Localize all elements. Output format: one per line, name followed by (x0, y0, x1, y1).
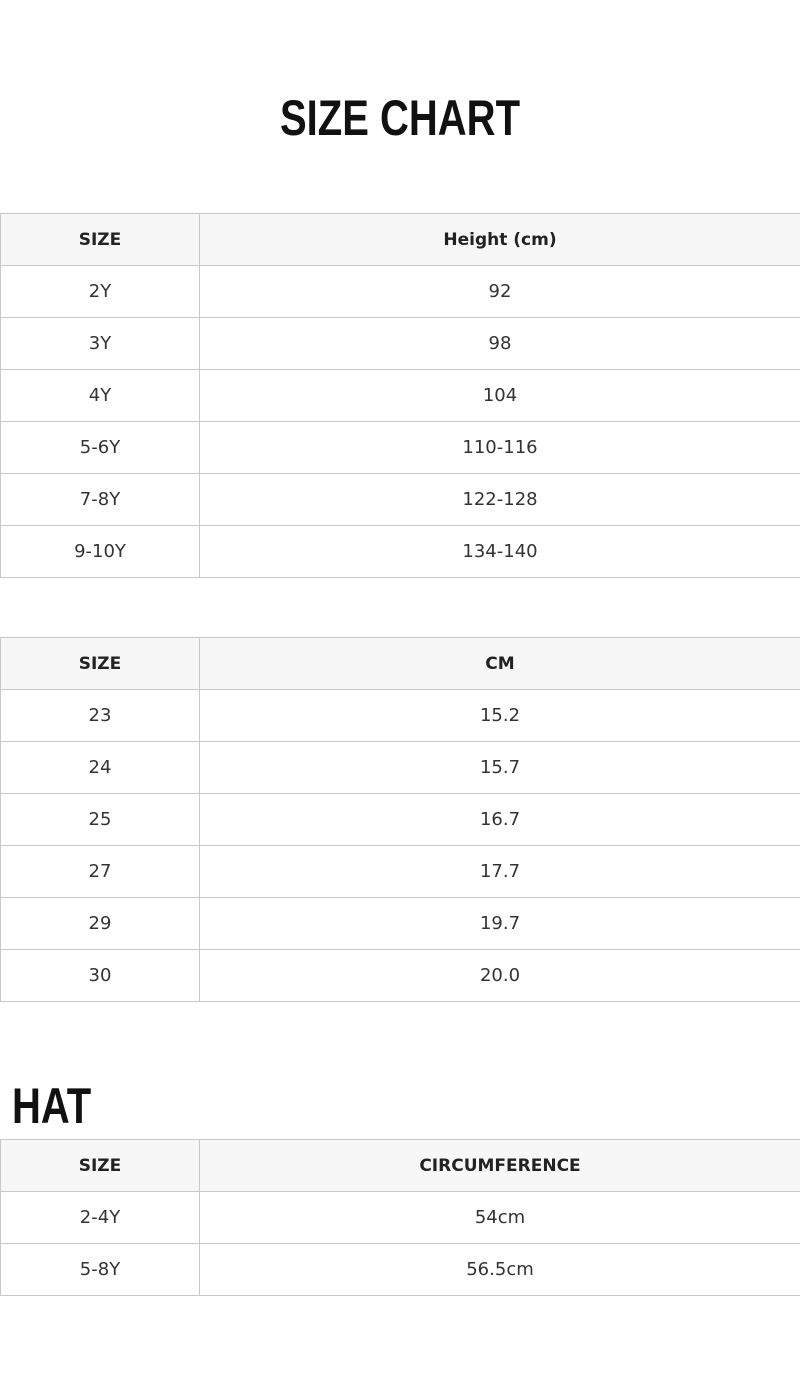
table-header-row (1, 1140, 800, 1192)
size-cell: 25 (1, 794, 200, 846)
table-row (1, 370, 800, 422)
size-cell: 3Y (1, 318, 200, 370)
size-cell: 5-6Y (1, 422, 200, 474)
table-row (1, 898, 800, 950)
size-column-header: SIZE (1, 1140, 200, 1192)
cm-cell: 16.7 (200, 794, 800, 846)
hat-size-table (0, 1139, 800, 1296)
size-cell: 4Y (1, 370, 200, 422)
size-column-header: SIZE (1, 214, 200, 266)
size-cell: 7-8Y (1, 474, 200, 526)
size-cell: 9-10Y (1, 526, 200, 578)
table-row (1, 1192, 800, 1244)
cm-cell: 19.7 (200, 898, 800, 950)
cm-cell: 17.7 (200, 846, 800, 898)
height-cell: 104 (200, 370, 800, 422)
size-cell: 30 (1, 950, 200, 1002)
table-header-row (1, 638, 800, 690)
height-column-header: Height (cm) (200, 214, 800, 266)
cm-column-header: CM (200, 638, 800, 690)
table-row (1, 690, 800, 742)
table-row (1, 266, 800, 318)
page-title: SIZE CHART (280, 90, 520, 146)
height-size-table (0, 213, 800, 578)
size-cell: 24 (1, 742, 200, 794)
table-row (1, 526, 800, 578)
table-row (1, 794, 800, 846)
table-row (1, 846, 800, 898)
table-row (1, 318, 800, 370)
circumference-cell: 54cm (200, 1192, 800, 1244)
table-header-row (1, 214, 800, 266)
size-cell: 5-8Y (1, 1244, 200, 1296)
size-cell: 29 (1, 898, 200, 950)
size-cell: 2Y (1, 266, 200, 318)
cm-cell: 20.0 (200, 950, 800, 1002)
height-cell: 110-116 (200, 422, 800, 474)
height-cell: 98 (200, 318, 800, 370)
table-row (1, 950, 800, 1002)
size-cell: 27 (1, 846, 200, 898)
cm-cell: 15.7 (200, 742, 800, 794)
size-cell: 23 (1, 690, 200, 742)
height-cell: 122-128 (200, 474, 800, 526)
cm-cell: 15.2 (200, 690, 800, 742)
height-cell: 92 (200, 266, 800, 318)
height-cell: 134-140 (200, 526, 800, 578)
hat-section-title: HAT (12, 1078, 92, 1134)
circumference-cell: 56.5cm (200, 1244, 800, 1296)
size-column-header: SIZE (1, 638, 200, 690)
shoe-size-table (0, 637, 800, 1002)
table-row (1, 474, 800, 526)
size-cell: 2-4Y (1, 1192, 200, 1244)
table-row (1, 422, 800, 474)
table-row (1, 742, 800, 794)
circumference-column-header: CIRCUMFERENCE (200, 1140, 800, 1192)
table-row (1, 1244, 800, 1296)
